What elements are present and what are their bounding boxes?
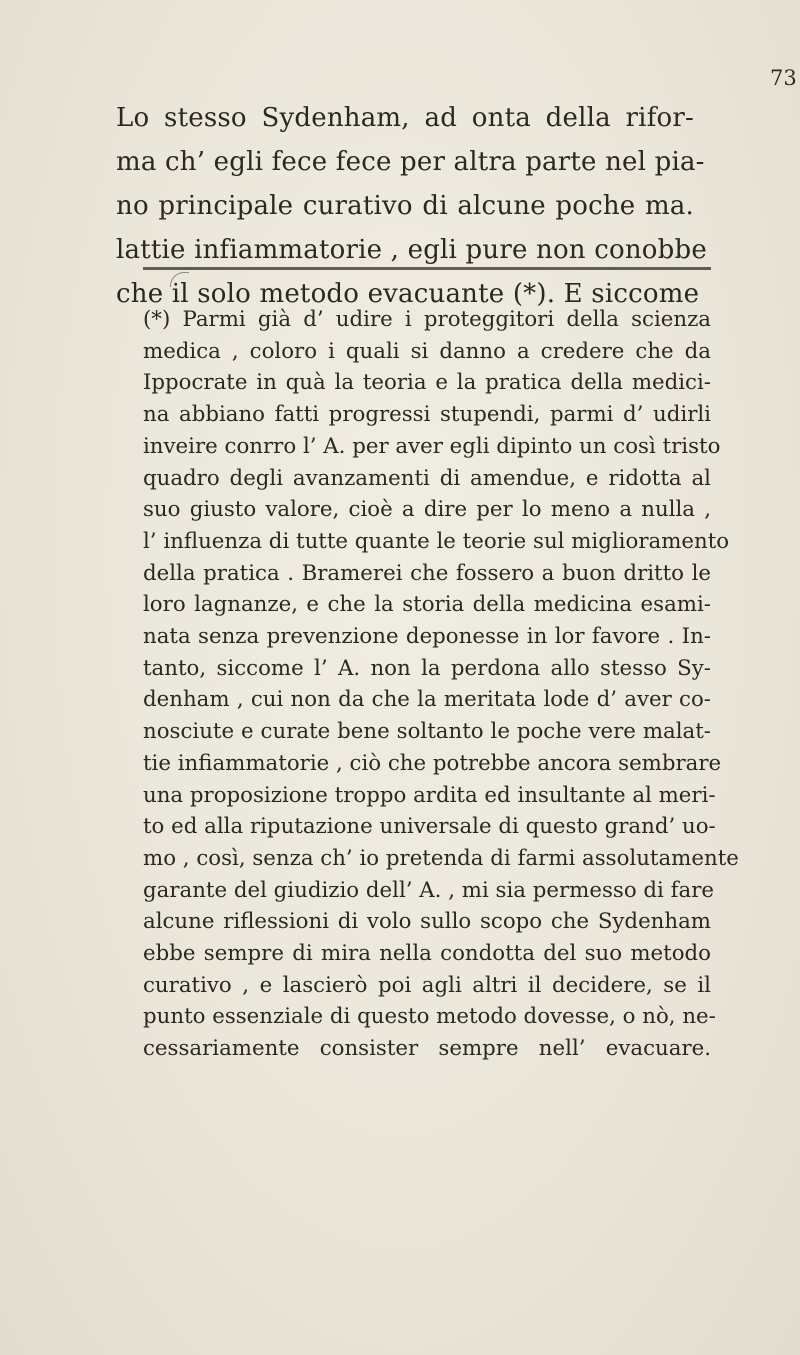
footnote-line: alcune riflessioni di volo sullo scopo che Sydenham [143, 909, 711, 935]
main-text-line: che il solo metodo evacuante (*). E siccome [116, 279, 700, 309]
footnote-line: (*) Parmi già d’ udire i proteggitori della scienza [143, 307, 711, 332]
footnote-line: na abbiano fatti progressi stupendi, parmi d’ udirli [143, 402, 711, 428]
footnote-line: nosciute e curate bene soltanto le poche vere malat- [143, 719, 711, 745]
footnote-line: curativo , e lascierò poi agli altri il decidere, se il [143, 972, 711, 998]
footnote-line: medica , coloro i quali si danno a credere che da [143, 338, 711, 364]
footnote-line: inveire conrro l’ A. per aver egli dipinto un così tristo [143, 433, 721, 459]
footnote-line: tanto, siccome l’ A. non la perdona allo stesso Sy- [143, 655, 711, 681]
footnote-line: loro lagnanze, e che la storia della medicina esami- [143, 592, 711, 618]
footnote-line: una proposizione troppo ardita ed insultante al meri- [143, 782, 716, 808]
main-text-line: ma ch’ egli fece fece per altra parte nel pia- [116, 147, 705, 177]
footnote-line: garante del giudizio dell’ A. , mi sia permesso di fare [143, 877, 714, 903]
footnote-line: della pratica . Bramerei che fossero a buon dritto le [143, 560, 711, 586]
footnote-line: to ed alla riputazione universale di questo grand’ uo- [143, 814, 716, 840]
footnote-line: punto essenziale di questo metodo dovesse, o nò, ne- [143, 1004, 716, 1030]
main-text-line: no principale curativo di alcune poche ma. [116, 191, 694, 221]
footnote-line: ebbe sempre di mira nella condotta del suo metodo [143, 941, 711, 967]
main-text-line: lattie infiammatorie , egli pure non conobbe [116, 235, 707, 265]
footnote-line: cessariamente consister sempre nell’ evacuare. [143, 1036, 711, 1062]
footnote-line: quadro degli avanzamenti di amendue, e ridotta al [143, 465, 711, 491]
footnote-line: suo giusto valore, cioè a dire per lo meno a nulla , [143, 497, 711, 523]
footnote-line: denham , cui non da che la meritata lode d’ aver co- [143, 687, 711, 713]
footnote-line: l’ influenza di tutte quante le teorie sul miglioramento [143, 528, 730, 554]
footnote-line: tie infiammatorie , ciò che potrebbe ancora sembrare [143, 750, 722, 776]
main-text-block [116, 96, 707, 316]
page-number: 73 [770, 66, 797, 90]
footnote-block [143, 304, 739, 1065]
footnote-line: nata senza prevenzione deponesse in lor favore . In- [143, 624, 711, 650]
footnote-line: mo , così, senza ch’ io pretenda di farmi assolutamente [143, 845, 739, 871]
footnote-separator-rule [143, 267, 711, 270]
main-text-line: Lo stesso Sydenham, ad onta della rifor- [116, 103, 694, 133]
footnote-line: Ippocrate in quà la teoria e la pratica della medici- [143, 370, 711, 396]
